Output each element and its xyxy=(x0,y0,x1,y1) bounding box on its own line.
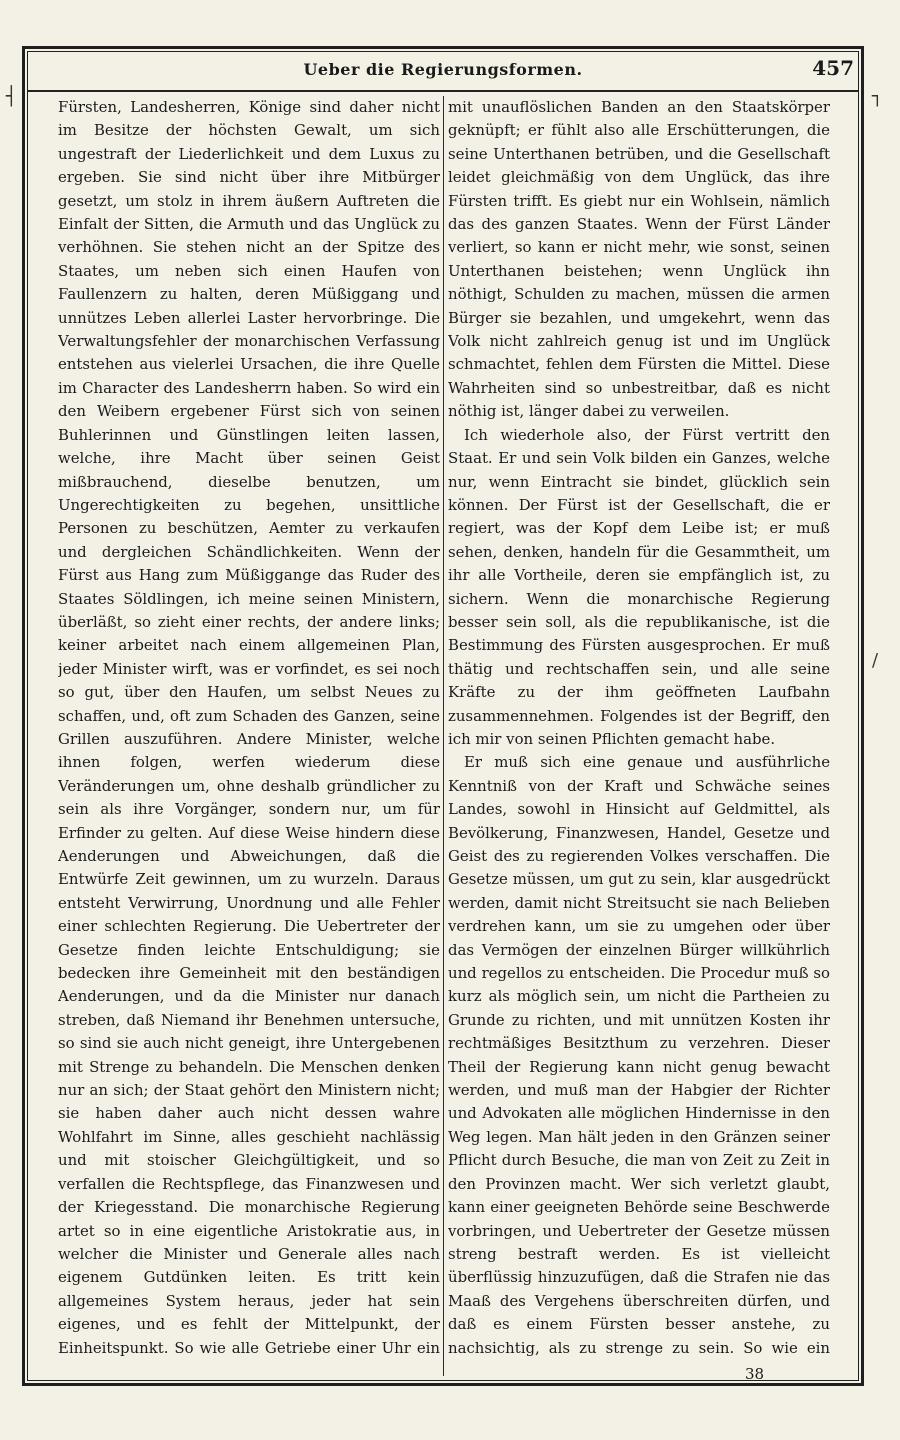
paragraph: Ich wiederhole also, der Fürst vertritt den Staat. Er und sein Volk bilden ein Ganzes, welche nur, wenn Eintracht sie bindet, glücklich sein können. Der Fürst ist der Gesellschaft, die er regiert, was der Kopf dem Leibe ist; er muß sehen, denken, handeln für die Gesammtheit, um ihr alle Vortheile, deren sie empfänglich ist, zu sichern. Wenn die monarchische Regierung besser sein soll, als die republikanische, ist die Bestimmung des Fürsten ausgesprochen. Er muß thätig und rechtschaffen sein, und alle seine Kräfte zu der ihm geöffneten Laufbahn zusammennehmen. Folgendes ist der Begriff, den ich mir von seinen Pflichten gemacht habe. xyxy=(448,425,830,748)
page-header xyxy=(28,52,858,92)
paragraph: Fürsten, Landesherren, Könige sind daher nicht im Besitze der höchsten Gewalt, um sich ungestraft der Liederlichkeit und dem Luxus zu ergeben. Sie sind nicht über ihre Mitbürger gesetzt, um stolz in ihrem äußern Auftreten die Einfalt der Sitten, die Armuth und das Unglück zu verhöhnen. Sie stehen nicht an der Spitze des Staates, um neben sich einen Haufen von Faullenzern zu halten, deren Müßiggang und unnützes Leben allerlei Laster hervorbringe. Die Verwaltungsfehler der monarchischen Verfassung entstehen aus vielerlei Ursachen, die ihre Quelle im Character des Landesherrn haben. So wird ein den Weibern ergebener Fürst sich von seinen Buhlerinnen und Günstlingen leiten lassen, welche, ihre Macht über seinen Geist mißbrauchend, dieselbe benutzen, um Ungerechtigkeiten zu begehen, unsittliche Personen zu beschützen, Aemter zu verkaufen und dergleichen Schändlichkeiten. Wenn der Fürst aus Hang zum Müßiggange das Ruder des Staates Söldlingen, ich meine seinen Ministern, überläßt, so zieht einer rechts, der andere links; keiner arbeitet nach einem allgemeinen Plan, jeder Minister wirft, was er vorfindet, es sei noch so gut, über den Haufen, um selbst Neues zu schaffen, und, oft zum Schaden des Ganzen, seine Grillen auszuführen. Andere Minister, welche ihnen folgen, werfen wiederum diese Veränderungen um, ohne deshalb gründlicher zu sein als ihre Vorgänger, sondern nur, um für Erfinder zu gelten. Auf diese Weise hindern diese Aenderungen und Abweichungen, daß die Entwürfe Zeit gewinnen, um zu wurzeln. Daraus entsteht Verwirrung, Unordnung und alle Fehler einer schlechten Regierung. Die Uebertreter der Gesetze finden leichte Entschuldigung; sie bedecken ihre Gemeinheit mit den beständigen Aenderungen, und da die Minister nur danach streben, daß Niemand ihr Benehmen untersuche, so sind sie auch nicht geneigt, ihre Untergebenen mit Strenge zu behandeln. Die Menschen denken nur an sich; der Staat gehört den Ministern nicht; sie haben daher auch nicht dessen wahre Wohlfahrt im Sinne, alles geschieht nachlässig und mit stoischer Gleichgültigkeit, und so verfallen die Rechtspflege, das Finanzwesen und der Kriegesstand. Die monarchische Regierung artet so in eine eigentliche Aristokratie aus, in welcher die Minister und Generale alles nach eigenem Gutdünken leiten. Es tritt kein allgemeines System heraus, jeder hat sein eigenes, und es fehlt der Mittelpunkt, der Einheitspunkt. So wie alle Getriebe einer Uhr ein xyxy=(58,98,440,1356)
left-column xyxy=(58,96,440,1356)
running-title: Ueber die Regierungsformen. xyxy=(303,60,583,79)
margin-mark: ┤ xyxy=(6,86,17,107)
signature-mark: 38 xyxy=(745,1365,765,1383)
paragraph: Er muß sich eine genaue und ausführliche Kenntniß von der Kraft und Schwäche seines Landes, sowohl in Hinsicht auf Geldmittel, als Bevölkerung, Finanzwesen, Handel, Gesetze und Geist des zu regierenden Volkes verschaffen. Die Gesetze müssen, um gut zu sein, klar ausgedrückt werden, damit nicht Streitsucht sie nach Belieben verdrehen kann, um sie zu umgehen oder über das Vermögen der einzelnen Bürger willkührlich und regellos zu entscheiden. Die Procedur muß so kurz als möglich sein, um nicht die Partheien zu Grunde zu richten, und mit unnützen Kosten ihr rechtmäßiges Besitzthum zu verzehren. Dieser Theil der Regierung kann nicht genug bewacht werden, und muß man der Habgier der Richter und Advokaten alle möglichen Hindernisse in den Weg legen. Man hält jeden in den Gränzen seiner Pflicht durch Besuche, die man von Zeit zu Zeit in den Provinzen macht. Wer sich verletzt glaubt, kann einer geeigneten Behörde seine Beschwerde vorbringen, und Uebertreter der Gesetze müssen streng bestraft werden. Es ist vielleicht überflüssig hinzuzufügen, daß die Strafen nie das Maaß des Vergehens überschreiten dürfen, und daß es einem Fürsten besser anstehe, zu nachsichtig, als zu strenge zu sein. So wie ein xyxy=(448,753,830,1356)
page-number: 457 xyxy=(812,56,854,80)
margin-mark: / xyxy=(872,650,879,671)
paragraph: mit unauflöslichen Banden an den Staatskörper geknüpft; er fühlt also alle Erschütterungen, die seine Unterthanen betrüben, und die Gesellschaft leidet gleichmäßig von dem Unglück, das ihre Fürsten trifft. Es giebt nur ein Wohlsein, nämlich das des ganzen Staates. Wenn der Fürst Länder verliert, so kann er nicht mehr, wie sonst, seinen Unterthanen beistehen; wenn Unglück ihn nöthigt, Schulden zu machen, müssen die armen Bürger sie bezahlen, und umgekehrt, wenn das Volk nicht zahlreich genug ist und im Unglück schmachtet, fehlen dem Fürsten die Mittel. Diese Wahrheiten sind so unbestreitbar, daß es nicht nöthig ist, länger dabei zu verweilen. xyxy=(448,98,830,421)
column-divider xyxy=(443,96,444,1376)
right-column xyxy=(448,96,830,1356)
margin-mark: ┐ xyxy=(872,86,883,107)
